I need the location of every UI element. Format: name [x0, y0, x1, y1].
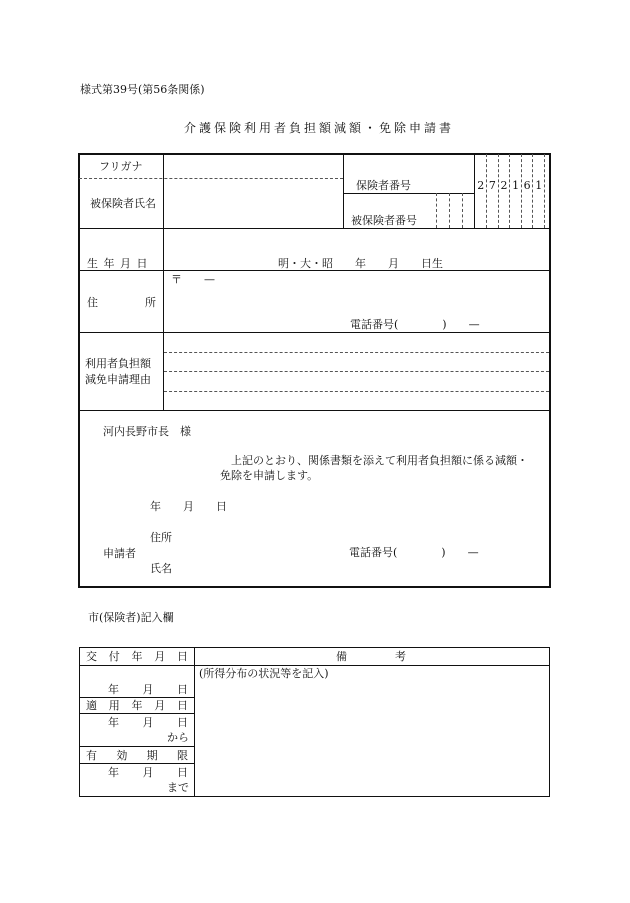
digit-divider: [449, 193, 450, 228]
insured-name-label: 被保険者氏名: [90, 197, 156, 210]
label-char: 期: [146, 749, 158, 762]
office-section-heading: 市(保険者)記入欄: [88, 611, 174, 624]
applicant-name-label: 氏名: [150, 562, 172, 575]
date-char: 年: [108, 766, 119, 779]
office-header-divider: [80, 665, 549, 666]
applicant-phone: 電話番号( ) —: [349, 546, 479, 559]
postal-code: 〒 —: [171, 273, 215, 286]
date-char: 日: [177, 766, 188, 779]
reason-line: [164, 371, 549, 372]
office-column-divider: [194, 648, 195, 796]
date-char: 日: [177, 683, 188, 696]
form-title: 介護保険利用者負担額減額・免除申請書: [184, 121, 455, 135]
label-char: 交: [86, 650, 97, 663]
office-row-divider: [80, 713, 194, 714]
applicant-label: 申請者: [103, 547, 136, 560]
office-row-divider: [80, 763, 194, 764]
label-char: 付: [108, 650, 120, 663]
statement-line2: 免除を申請します。: [220, 469, 319, 482]
insurer-digit: 1: [512, 179, 520, 192]
label-char: 日: [177, 699, 188, 712]
label-char: 月: [154, 650, 166, 663]
date-char: 年: [108, 683, 119, 696]
application-date: 年 月 日: [150, 500, 227, 513]
label-char: 考: [395, 650, 406, 663]
reason-line: [164, 391, 549, 392]
issue-date-label: [86, 650, 188, 663]
insured-number-label: 被保険者番号: [351, 214, 417, 227]
label-char: 年: [131, 650, 143, 663]
insurer-digit: 2: [477, 179, 485, 192]
applicant-address-label: 住所: [150, 531, 172, 544]
label-char: 月: [154, 699, 166, 712]
furigana-divider: [79, 178, 343, 179]
label-char: 有: [86, 749, 97, 762]
furigana-label: フリガナ: [99, 160, 143, 173]
number-area-divider: [343, 154, 344, 228]
row-divider: [79, 228, 550, 229]
date-char: 日: [177, 716, 188, 729]
address-label-1: 住: [87, 296, 98, 309]
insurer-number-digits: [475, 179, 545, 192]
label-char: 限: [176, 749, 188, 762]
remarks-label: [336, 650, 406, 663]
date-char: 月: [142, 683, 154, 696]
birthdate-format: 明・大・昭 年 月 日生: [278, 257, 443, 270]
validity-value: [108, 766, 188, 779]
row-divider: [79, 270, 550, 271]
date-char: 月: [142, 716, 154, 729]
apply-date-value: [108, 716, 188, 729]
address-label-2: 所: [145, 296, 156, 309]
validity-label: [86, 749, 188, 762]
statement-line1: 上記のとおり、関係書類を添えて利用者負担額に係る減額・: [231, 454, 528, 467]
number-row-divider: [343, 193, 474, 194]
date-char: 月: [142, 766, 154, 779]
reason-line: [164, 352, 549, 353]
issue-date-value: [108, 683, 188, 696]
insurer-number-label: 保険者番号: [356, 179, 411, 192]
insurer-digit: 7: [488, 179, 496, 192]
apply-date-label: [86, 699, 188, 712]
reason-label-line1: 利用者負担額: [85, 357, 151, 370]
label-char: 備: [336, 650, 347, 663]
insurer-digit: 1: [535, 179, 543, 192]
insurer-digit: 6: [523, 179, 531, 192]
label-char: 適: [86, 699, 97, 712]
office-row-divider: [80, 746, 194, 747]
label-char: 年: [131, 699, 143, 712]
addressee: 河内長野市長 様: [103, 425, 191, 438]
insurer-digit: 2: [500, 179, 508, 192]
until-label: まで: [167, 781, 189, 794]
office-row-divider: [80, 697, 194, 698]
label-char: 用: [108, 699, 120, 712]
address-phone: 電話番号( ) —: [350, 318, 480, 331]
reason-label-line2: 減免申請理由: [85, 373, 151, 386]
from-label: から: [167, 731, 189, 744]
label-char: 効: [116, 749, 128, 762]
row-divider: [79, 410, 550, 411]
date-char: 年: [108, 716, 119, 729]
label-char: 日: [177, 650, 188, 663]
digit-divider: [436, 193, 437, 228]
digit-divider: [462, 193, 463, 228]
remarks-note: (所得分布の状況等を記入): [199, 667, 329, 680]
birthdate-label: 生 年 月 日: [87, 257, 148, 270]
form-number: 様式第39号(第56条関係): [80, 83, 205, 96]
row-divider: [79, 332, 550, 333]
